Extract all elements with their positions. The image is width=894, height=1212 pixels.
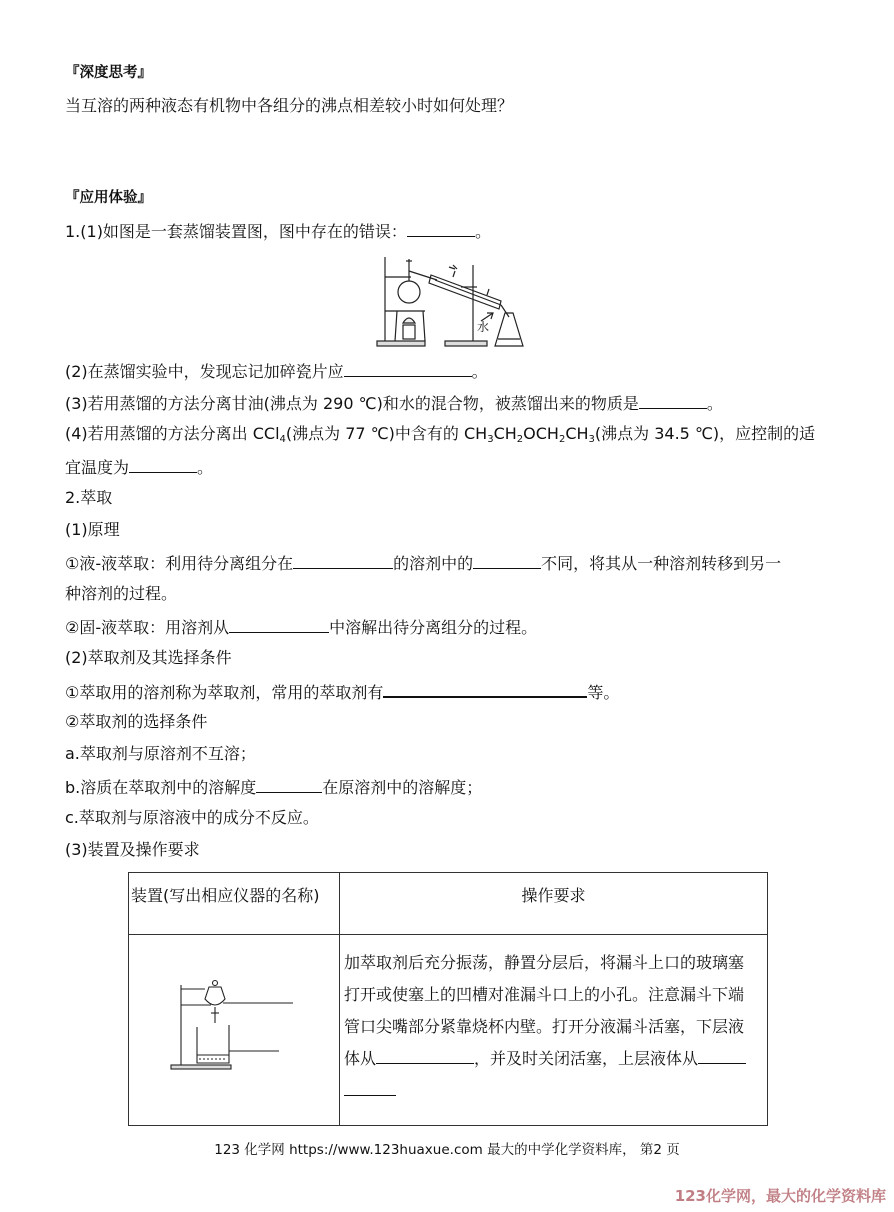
q-text: 中溶解出待分离组分的过程。 xyxy=(329,618,538,637)
subscript: 2 xyxy=(516,434,524,445)
apparatus-operation-table xyxy=(128,872,768,1126)
subscript: 2 xyxy=(558,434,566,445)
condition-c: c.萃取剂与原溶液中的成分不反应。 xyxy=(65,808,319,827)
punctuation: 。 xyxy=(197,458,214,477)
agent-title: (2)萃取剂及其选择条件 xyxy=(65,648,232,667)
q-text: 宜温度为 xyxy=(65,458,130,477)
subscript: 3 xyxy=(487,434,494,445)
table-header-row xyxy=(129,873,768,935)
apparatus-title: (3)装置及操作要求 xyxy=(65,840,200,859)
q-text: b.溶质在萃取剂中的溶解度 xyxy=(65,778,257,797)
q-text: OCH xyxy=(523,424,559,443)
application-heading: 『应用体验』 xyxy=(65,190,152,206)
op-line-4 xyxy=(344,1043,761,1075)
op-text: ，并及时关闭活塞，上层液体从 xyxy=(474,1049,699,1068)
distillation-apparatus-figure xyxy=(373,247,525,351)
q-text: (4)若用蒸馏的方法分离出 CCl xyxy=(65,424,280,443)
q-text: (沸点为 34.5 ℃)，应控制的适 xyxy=(594,424,816,443)
question-1-2 xyxy=(65,358,488,384)
answer-blank xyxy=(639,390,707,409)
question-1-3-text: (3)若用蒸馏的方法分离甘油(沸点为 290 ℃)和水的混合物，被蒸馏出来的物质是 xyxy=(65,394,639,413)
liquid-liquid-extraction-line2: 种溶剂的过程。 xyxy=(65,584,178,603)
answer-blank xyxy=(344,358,472,377)
q-text: ①萃取用的溶剂称为萃取剂，常用的萃取剂有 xyxy=(65,683,384,702)
question-1-3 xyxy=(65,390,723,416)
watermark: 123化学网，最大的化学资料库 xyxy=(674,1187,886,1205)
header-operation: 操作要求 xyxy=(340,873,768,935)
answer-blank xyxy=(256,774,322,793)
solid-liquid-extraction xyxy=(65,614,537,640)
header-apparatus: 装置(写出相应仪器的名称) xyxy=(129,873,340,935)
question-1-1-text: 1.(1)如图是一套蒸馏装置图，图中存在的错误： xyxy=(65,222,407,241)
operation-cell xyxy=(340,935,768,1126)
answer-blank xyxy=(383,678,587,698)
subscript: 4 xyxy=(279,434,286,445)
question-1-1 xyxy=(65,218,491,244)
question-1-2-text: (2)在蒸馏实验中，发现忘记加碎瓷片应 xyxy=(65,362,344,381)
principle-title: (1)原理 xyxy=(65,520,120,539)
subscript: 3 xyxy=(588,434,595,445)
answer-blank xyxy=(293,550,393,569)
q-text: 等。 xyxy=(587,683,620,702)
punctuation: 。 xyxy=(706,394,723,413)
op-line: 打开或使塞上的凹槽对准漏斗口上的小孔。注意漏斗下端 xyxy=(344,985,745,1004)
condition-b xyxy=(65,774,482,800)
separatory-funnel-figure xyxy=(169,979,299,1075)
op-line: 加萃取剂后充分振荡，静置分层后，将漏斗上口的玻璃塞 xyxy=(344,953,745,972)
answer-blank xyxy=(129,454,197,473)
punctuation: 。 xyxy=(471,362,488,381)
extraction-title: 2.萃取 xyxy=(65,488,113,507)
table-row xyxy=(129,935,768,1126)
liquid-liquid-extraction xyxy=(65,550,781,576)
q-text: CH xyxy=(565,424,589,443)
answer-blank xyxy=(229,614,329,633)
q-text: (沸点为 77 ℃)中含有的 CH xyxy=(285,424,488,443)
agent-conditions-title: ②萃取剂的选择条件 xyxy=(65,712,208,731)
q-text: CH xyxy=(493,424,517,443)
answer-blank xyxy=(344,1077,396,1096)
deep-thinking-question: 当互溶的两种液态有机物中各组分的沸点相差较小时如何处理？ xyxy=(65,96,514,115)
deep-thinking-heading: 『深度思考』 xyxy=(65,65,152,81)
op-text: 体从 xyxy=(344,1049,377,1068)
question-1-4-line2 xyxy=(65,454,213,480)
op-line-5 xyxy=(344,1075,761,1107)
q-text: 的溶剂中的 xyxy=(393,554,474,573)
q-text: ②固-液萃取：用溶剂从 xyxy=(65,618,230,637)
answer-blank xyxy=(376,1045,474,1064)
q-text: 在原溶剂中的溶解度； xyxy=(322,778,483,797)
page-footer: 123 化学网 https://www.123huaxue.com 最大的中学化学资料库， 第2 页 xyxy=(214,1142,680,1158)
punctuation: 。 xyxy=(474,222,491,241)
q-text: ①液-液萃取：利用待分离组分在 xyxy=(65,554,294,573)
agent-common xyxy=(65,678,619,705)
answer-blank xyxy=(473,550,541,569)
q-text: 不同，将其从一种溶剂转移到另一 xyxy=(541,554,782,573)
answer-blank xyxy=(698,1045,746,1064)
water-label: 水 xyxy=(477,320,490,334)
answer-blank xyxy=(407,218,475,237)
op-line: 管口尖嘴部分紧靠烧杯内壁。打开分液漏斗活塞，下层液 xyxy=(344,1017,745,1036)
condition-a: a.萃取剂与原溶剂不互溶； xyxy=(65,744,256,763)
question-1-4 xyxy=(65,422,815,446)
apparatus-cell xyxy=(129,935,340,1126)
